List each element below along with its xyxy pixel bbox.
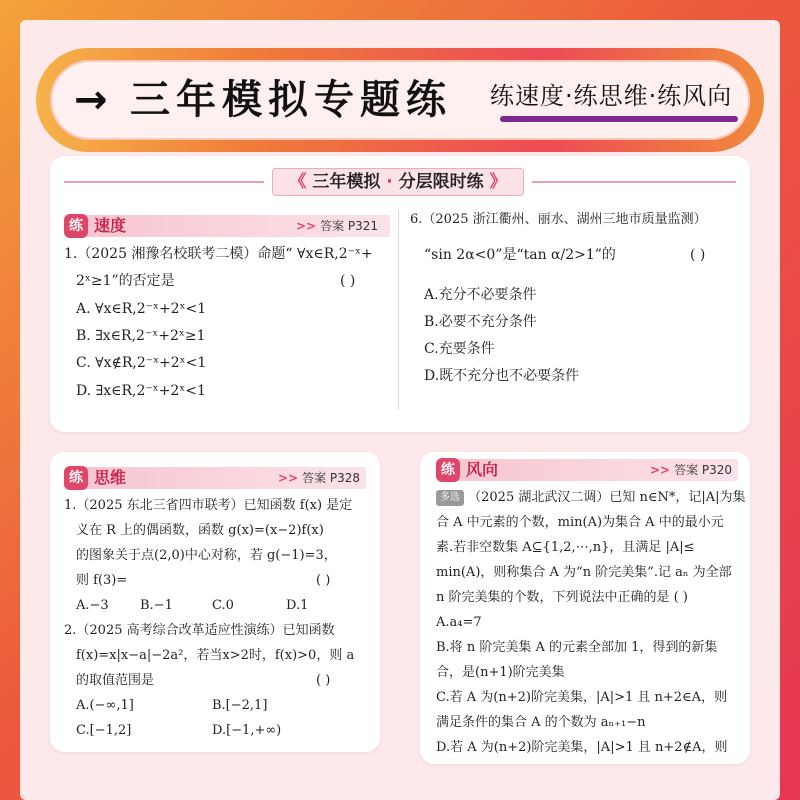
trend-badge: 练 (436, 458, 460, 482)
thinking-q2-option-b: B.[−2,1] (212, 698, 268, 713)
thinking-q1-paren: ( ) (316, 573, 331, 588)
trend-line-1 (436, 484, 746, 511)
speed-q6-option-d: D.既不充分也不必要条件 (424, 368, 580, 384)
thinking-q1-line1: 1.（2025 东北三省四市联考）已知函数 f(x) 是定 (64, 498, 353, 513)
thinking-q2-line3: 的取值范围是 (76, 673, 155, 688)
section-title (272, 168, 524, 196)
trend-option-a: A.a₄=7 (436, 615, 482, 630)
chevron-right-icon: >> (278, 471, 299, 485)
thinking-q1-option-a: A.−3 (76, 598, 109, 613)
speed-q1-option-b: B. ∃x∈R,2⁻ˣ+2ˣ≥1 (76, 328, 206, 344)
speed-q1-option-a: A. ∀x∈R,2⁻ˣ+2ˣ<1 (76, 301, 207, 317)
thinking-badge: 练 (64, 466, 88, 490)
speed-q1-option-d: D. ∃x∈R,2⁻ˣ+2ˣ<1 (76, 383, 206, 399)
section-deco-right: 》 (489, 172, 507, 192)
speed-label: 速度 (94, 216, 127, 235)
speed-q1-line2: 2ˣ≥1”的否定是 (76, 273, 175, 289)
speed-q6-line1: 6.（2025 浙江衢州、丽水、湖州三地市质量监测） (410, 212, 707, 227)
speed-q6-option-c: C.充要条件 (424, 341, 495, 357)
section-line-right (532, 181, 736, 183)
thinking-q2-option-c: C.[−1,2] (76, 723, 132, 738)
thinking-q1-line4: 则 f(3)= (76, 573, 128, 588)
trend-option-c-line2: 满足条件的集合 A 的个数为 aₙ₊₁−n (436, 715, 646, 730)
thinking-q2-option-d: D.[−1,+∞) (212, 723, 282, 738)
page-title: 三年模拟专题练 (130, 77, 452, 123)
section-deco-left: 《 (289, 172, 307, 192)
trend-line-4: min(A)，则称集合 A 为“n 阶完美集”.记 aₙ 为全部 (436, 565, 732, 580)
trend-answer-label: 答案 P320 (674, 463, 733, 477)
speed-q1-line1: 1.（2025 湘豫名校联考二模）命题“ ∀x∈R,2⁻ˣ+ (64, 246, 373, 262)
trend-option-b-line2: 合，是(n+1)阶完美集 (436, 665, 565, 680)
trend-option-b-line1: B.将 n 阶完美集 A 的元素全部加 1，得到的新集 (436, 640, 718, 655)
subtitle-underline (500, 116, 738, 122)
trend-line-5: n 阶完美集的个数，下列说法中正确的是 ( ) (436, 590, 688, 605)
speed-q6-line2: “sin 2α<0”是“tan α/2>1”的 (424, 247, 616, 263)
trend-option-c-line1: C.若 A 为(n+2)阶完美集，|A|>1 且 n+2∈A，则 (436, 690, 728, 705)
thinking-answer-label: 答案 P328 (302, 471, 361, 485)
section-title-left: 三年模拟 (312, 172, 381, 192)
trend-label: 风向 (466, 460, 499, 479)
trend-line-3: 素.若非空数集 A⊆{1,2,⋯,n}，且满足 |A|≤ (436, 540, 695, 555)
thinking-label: 思维 (94, 468, 127, 487)
thinking-q1-line3: 的图象关于点(2,0)中心对称，若 g(−1)=3， (76, 548, 337, 563)
page-subtitle: 练速度·练思维·练风向 (490, 82, 733, 110)
chevron-right-icon: >> (650, 463, 671, 477)
thinking-q2-line2: f(x)=x|x−a|−2a²，若当x>2时，f(x)>0，则 a (76, 648, 355, 663)
section-line-left (64, 181, 264, 183)
section-title-right: 分层限时练 (398, 172, 484, 192)
thinking-answer-ref[interactable] (278, 469, 360, 487)
speed-answer-label: 答案 P321 (320, 219, 379, 233)
thinking-q1-option-d: D.1 (286, 598, 309, 613)
speed-q1-paren: ( ) (340, 273, 356, 289)
thinking-q2-paren: ( ) (316, 673, 331, 688)
column-divider (398, 210, 399, 410)
speed-answer-ref[interactable] (296, 217, 378, 235)
trend-line-2: 合 A 中元素的个数，min(A)为集合 A 中的最小元 (436, 515, 724, 530)
section-title-dot: · (386, 172, 393, 192)
thinking-q2-line1: 2.（2025 高考综合改革适应性演练）已知函数 (64, 623, 335, 638)
trend-option-d-line1: D.若 A 为(n+2)阶完美集，|A|>1 且 n+2∉A，则 (436, 740, 728, 755)
thinking-q1-option-b: B.−1 (140, 598, 173, 613)
speed-q6-paren: ( ) (690, 247, 706, 263)
chevron-right-icon: >> (296, 219, 317, 233)
thinking-q2-option-a: A.(−∞,1] (76, 698, 134, 713)
trend-answer-ref[interactable] (650, 461, 732, 479)
thinking-q1-option-c: C.0 (212, 598, 234, 613)
speed-q6-option-a: A.充分不必要条件 (424, 287, 537, 303)
speed-q6-option-b: B.必要不充分条件 (424, 314, 537, 330)
multi-choice-tag: 多选 (436, 490, 464, 506)
trend-line-1-text: （2025 湖北武汉二调）已知 n∈N*，记|A|为集 (468, 490, 746, 505)
thinking-q1-line2: 义在 R 上的偶函数，函数 g(x)=(x−2)f(x) (76, 523, 324, 538)
speed-badge: 练 (64, 214, 88, 238)
speed-q1-option-c: C. ∀x∉R,2⁻ˣ+2ˣ<1 (76, 355, 207, 371)
arrow-icon: → (74, 77, 108, 123)
